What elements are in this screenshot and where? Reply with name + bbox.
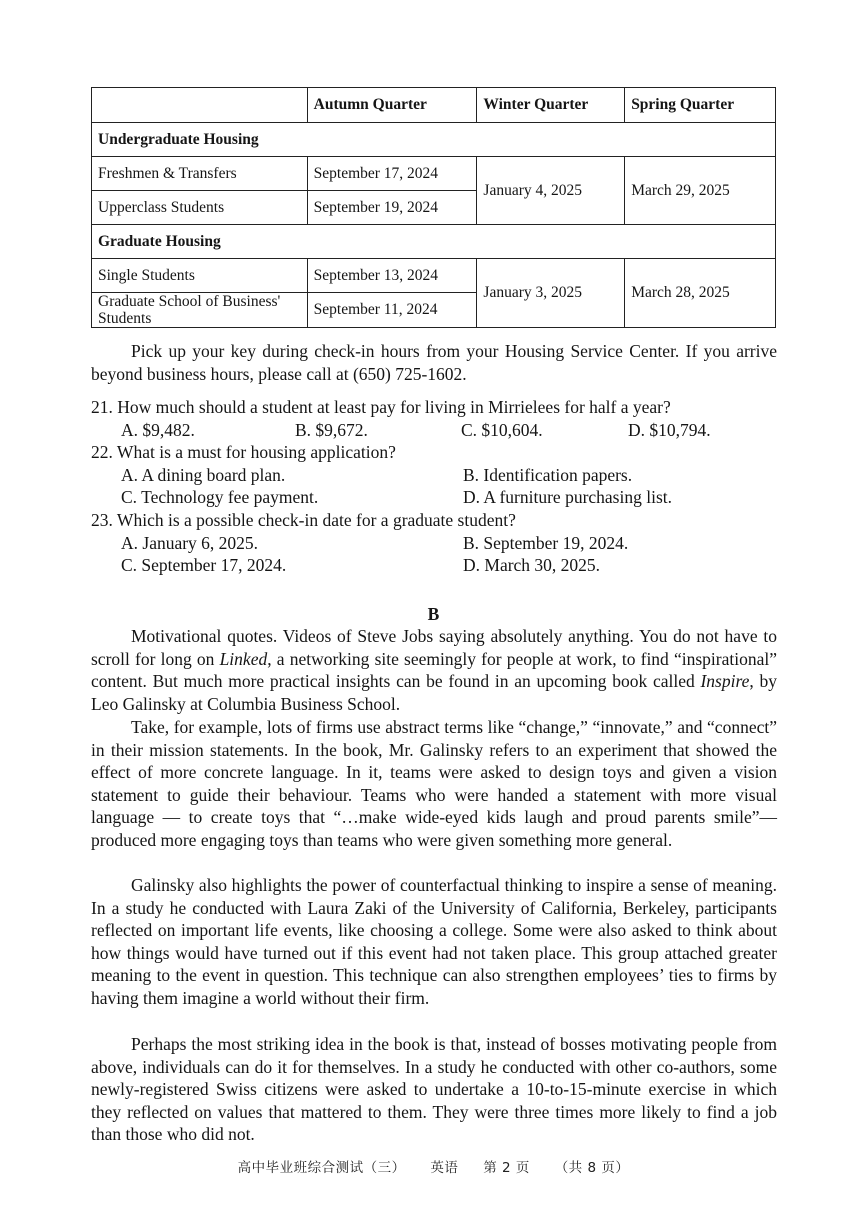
question-stem: 22. What is a must for housing application? [91, 442, 396, 462]
autumn-cell: September 17, 2024 [307, 157, 477, 191]
group-cell: Upperclass Students [92, 191, 308, 225]
spring-cell: March 29, 2025 [625, 157, 776, 225]
section-title: Graduate Housing [92, 225, 776, 259]
group-cell: Freshmen & Transfers [92, 157, 308, 191]
winter-cell: January 3, 2025 [477, 259, 625, 328]
spring-cell: March 28, 2025 [625, 259, 776, 328]
total-pages: （共 8 页） [554, 1160, 630, 1176]
section-row-undergraduate [92, 123, 776, 157]
check-in-note: Pick up your key during check-in hours from your Housing Service Center. If you arrive beyond business hours, please call at (650) 725-1602. [91, 341, 777, 384]
header-spring: Spring Quarter [625, 88, 776, 123]
site-name: Linked [219, 648, 268, 669]
option-c: C. $10,604. [461, 419, 543, 440]
option-d: D. $10,794. [628, 419, 711, 440]
question-21 [91, 396, 777, 441]
section-title: Undergraduate Housing [92, 123, 776, 157]
options [91, 532, 777, 577]
option-b: B. Identification papers. [463, 464, 633, 485]
option-a: A. A dining board plan. [121, 464, 286, 485]
paragraph-4: Perhaps the most striking idea in the book is that, instead of bosses motivating people from above, individuals can do it for themselves. In a study he conducted with other co-authors, some newly-registered Swiss citizens were asked to undertake a 10-to-15-minute exercise in which they reflected on values that mattered to them. They were three times more likely to find a job than those who did not. [91, 1034, 777, 1145]
option-a: A. January 6, 2025. [121, 532, 259, 553]
header-winter: Winter Quarter [477, 88, 625, 123]
section-b-heading: B [427, 604, 440, 624]
question-stem: 23. Which is a possible check-in date for a graduate student? [91, 510, 516, 530]
autumn-cell: September 19, 2024 [307, 191, 477, 225]
options [91, 419, 777, 442]
table-header-row [92, 88, 776, 123]
check-in-schedule-table [91, 87, 776, 328]
option-c: C. Technology fee payment. [121, 487, 319, 508]
option-b: B. $9,672. [295, 419, 368, 440]
table-row [92, 157, 776, 191]
text: , by Leo Galinsky at Columbia Business School. [91, 671, 777, 714]
question-22 [91, 441, 777, 509]
option-a: A. $9,482. [121, 419, 195, 440]
book-title: Inspire [700, 671, 750, 692]
text: Motivational quotes. Videos of Steve Jobs saying absolutely anything. You do not have to scroll for long on [91, 626, 777, 669]
question-stem: 21. How much should a student at least pay for living in Mirrielees for half a year? [91, 397, 671, 417]
group-cell: Single Students [92, 259, 308, 293]
text: , a networking site seemingly for people at work, to find “inspirational” content. But much more practical insights can be found in an upcoming book called [91, 648, 777, 692]
paragraph-2: Take, for example, lots of firms use abstract terms like “change,” “innovate,” and “connect” in their mission statements. In the book, Mr. Galinsky refers to an experiment that showed the effect of more concrete language. In it, teams were asked to design toys and given a vision statement to guide their behaviour. Teams who were handed a statement with more visual language — to create toys that “…make wide-eyed kids laugh and proud parents smile”— produced more engaging toys than teams who were given something more general. [91, 717, 777, 850]
option-c: C. September 17, 2024. [121, 555, 287, 576]
header-blank [92, 88, 308, 123]
autumn-cell: September 13, 2024 [307, 259, 477, 293]
paragraph-1 [91, 625, 777, 715]
section-row-graduate [92, 225, 776, 259]
autumn-cell: September 11, 2024 [307, 293, 477, 328]
header-autumn: Autumn Quarter [307, 88, 477, 123]
group-cell: Graduate School of Business' Students [92, 293, 308, 328]
options [91, 464, 777, 509]
page-number: 第 2 页 [483, 1160, 530, 1176]
page-footer [0, 1156, 867, 1176]
option-d: D. March 30, 2025. [463, 555, 601, 576]
winter-cell: January 4, 2025 [477, 157, 625, 225]
subject: 英语 [430, 1160, 459, 1176]
option-d: D. A furniture purchasing list. [463, 487, 673, 508]
paragraph-3: Galinsky also highlights the power of counterfactual thinking to inspire a sense of meaning. In a study he conducted with Laura Zaki of the University of California, Berkeley, participants reflected on important life events, like choosing a college. Some were also asked to think about how things would have turned out if this event had not taken place. This group attached greater meaning to the event in question. This technique can also strengthen employees’ ties to firms by having them imagine a world without their firm. [91, 875, 777, 1008]
option-b: B. September 19, 2024. [463, 532, 629, 553]
exam-title: 高中毕业班综合测试（三） [237, 1160, 406, 1176]
question-23 [91, 509, 777, 577]
table-row [92, 259, 776, 293]
